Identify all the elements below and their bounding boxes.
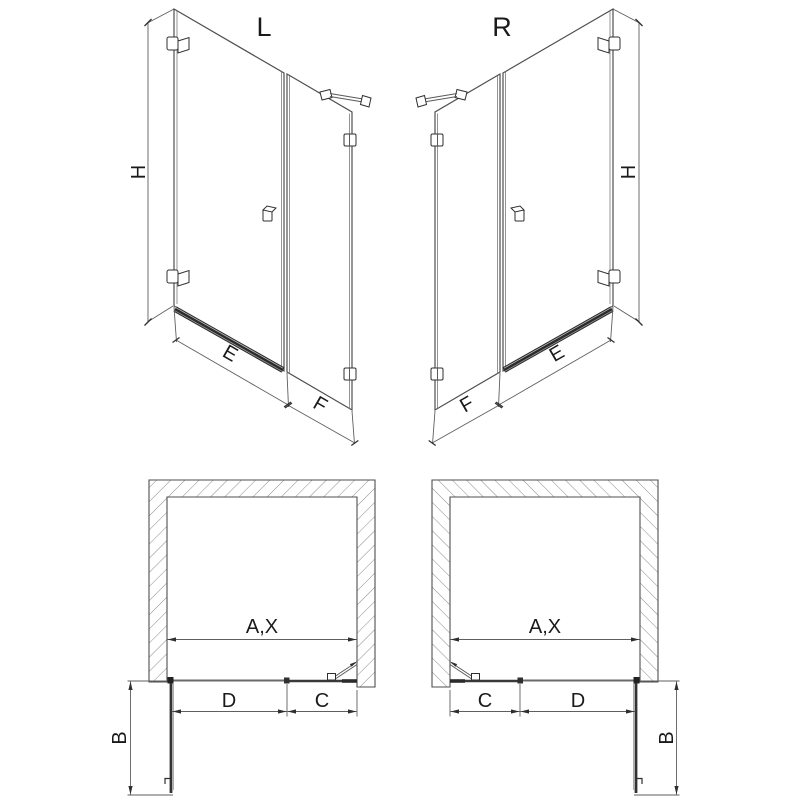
- right-plan-swing-label: B: [656, 731, 678, 745]
- right-view-title: R: [492, 12, 512, 42]
- left-plan-door-label: D: [221, 690, 237, 712]
- left-plan-swing-label: B: [109, 731, 131, 745]
- left-door-width-label: E: [218, 340, 242, 367]
- plan-view-right: [432, 480, 680, 795]
- right-panel-width-label: F: [456, 392, 478, 418]
- right-plan-opening-label: A,X: [528, 616, 562, 638]
- left-panel-width-label: F: [309, 392, 331, 418]
- perspective-view-right: [416, 9, 643, 446]
- perspective-geometry-left: [145, 9, 372, 446]
- left-plan-opening-label: A,X: [245, 616, 279, 638]
- perspective-geometry-right: [416, 9, 643, 446]
- perspective-view-left: [128, 9, 371, 446]
- right-height-label: H: [618, 164, 640, 180]
- left-view-title: L: [256, 12, 272, 42]
- right-door-width-label: E: [545, 340, 569, 367]
- right-plan-panel-label: C: [477, 690, 493, 712]
- left-plan-panel-label: C: [314, 690, 330, 712]
- right-plan-door-label: D: [570, 690, 586, 712]
- left-height-label: H: [128, 164, 150, 180]
- plan-view-left: [109, 480, 375, 795]
